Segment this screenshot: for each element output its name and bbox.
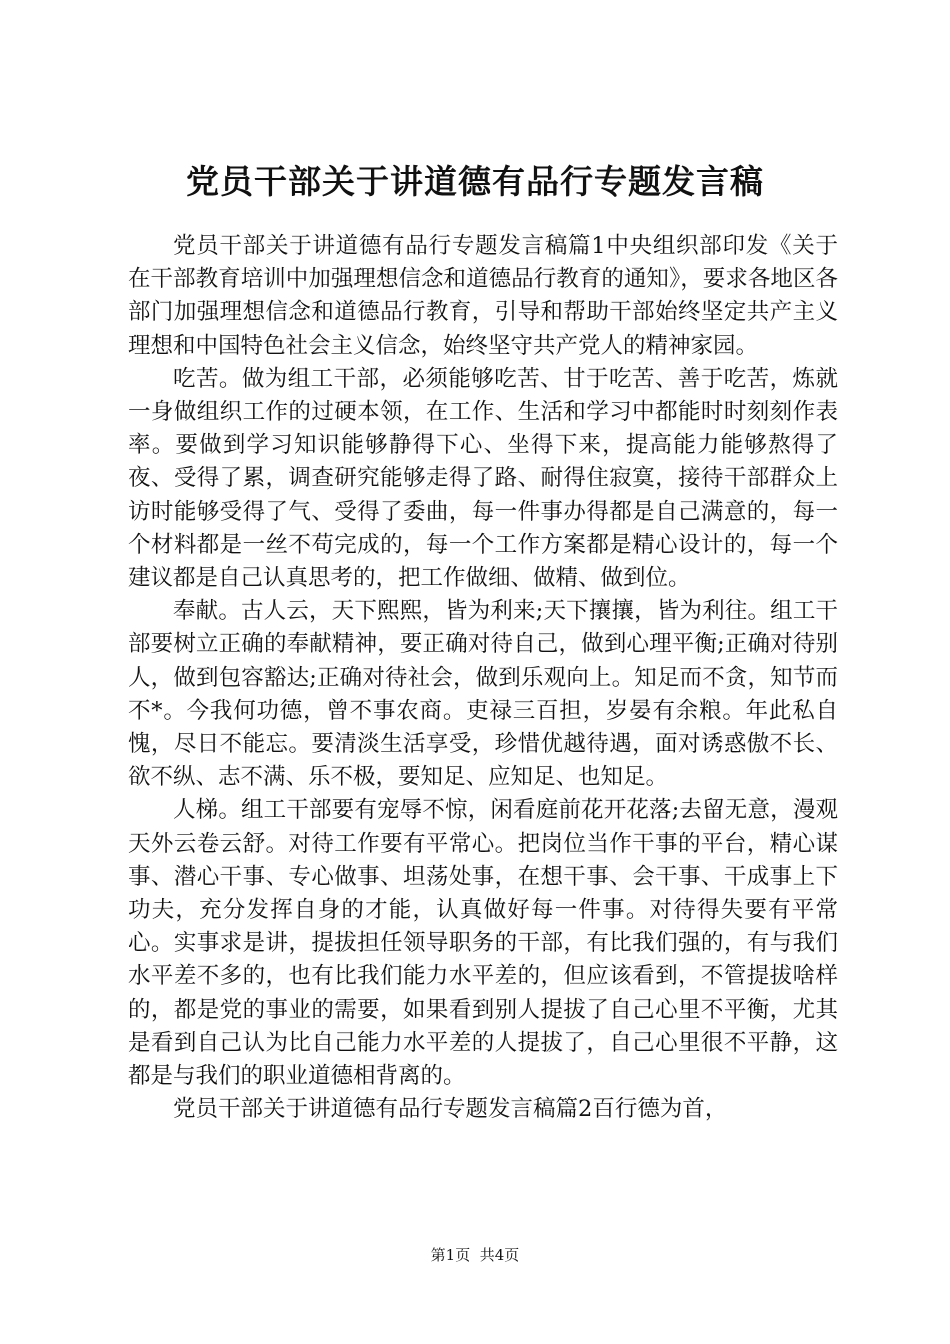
document-body [128, 230, 838, 1126]
paragraph-fengxian: 奉献。古人云，天下熙熙，皆为利来;天下攘攘，皆为利往。组工干部要树立正确的奉献精神，要正确对待自己，做到心理平衡;正确对待别人，做到包容豁达;正确对待社会，做到乐观向上。知足而不贪，知节而不*。今我何功德，曾不事农商。吏禄三百担，岁晏有余粮。年此私自愧，尽日不能忘。要清淡生活享受，珍惜优越待遇，面对诱惑傲不长、欲不纵、志不满、乐不极，要知足、应知足、也知足。 [128, 598, 838, 791]
paragraph-intro: 党员干部关于讲道德有品行专题发言稿篇1中央组织部印发《关于在干部教育培训中加强理想信念和道德品行教育的通知》，要求各地区各部门加强理想信念和道德品行教育，引导和帮助干部始终坚定共产主义理想和中国特色社会主义信念，始终坚守共产党人的精神家园。 [128, 233, 838, 359]
paragraph-renti: 人梯。组工干部要有宠辱不惊，闲看庭前花开花落;去留无意，漫观天外云卷云舒。对待工作要有平常心。把岗位当作干事的平台，精心谋事、潜心干事、专心做事、坦荡处事，在想干事、会干事、干成事上下功夫，充分发挥自身的才能，认真做好每一件事。对待得失要有平常心。实事求是讲，提拔担任领导职务的干部，有比我们强的，有与我们水平差不多的，也有比我们能力水平差的，但应该看到，不管提拔啥样的，都是党的事业的需要，如果看到别人提拔了自己心里不平衡，尤其是看到自己认为比自己能力水平差的人提拔了，自己心里很不平静，这都是与我们的职业道德相背离的。 [128, 797, 838, 1090]
page-number: 第1页 [430, 1246, 471, 1264]
page-total: 共4页 [479, 1246, 520, 1264]
footer-spacer [470, 1246, 480, 1264]
page-footer [0, 1245, 950, 1265]
paragraph-part2: 党员干部关于讲道德有品行专题发言稿篇2百行德为首， [173, 1096, 728, 1123]
page-title: 党员干部关于讲道德有品行专题发言稿 [186, 162, 764, 201]
paragraph-chiku: 吃苦。做为组工干部，必须能够吃苦、甘于吃苦、善于吃苦，炼就一身做组织工作的过硬本领，在工作、生活和学习中都能时时刻刻作表率。要做到学习知识能够静得下心、坐得下来，提高能力能够熬得了夜、受得了累，调查研究能够走得了路、耐得住寂寞，接待干部群众上访时能够受得了气、受得了委曲，每一件事办得都是自己满意的，每一个材料都是一丝不苟完成的，每一个工作方案都是精心设计的，每一个建议都是自己认真思考的，把工作做细、做精、做到位。 [128, 365, 838, 592]
